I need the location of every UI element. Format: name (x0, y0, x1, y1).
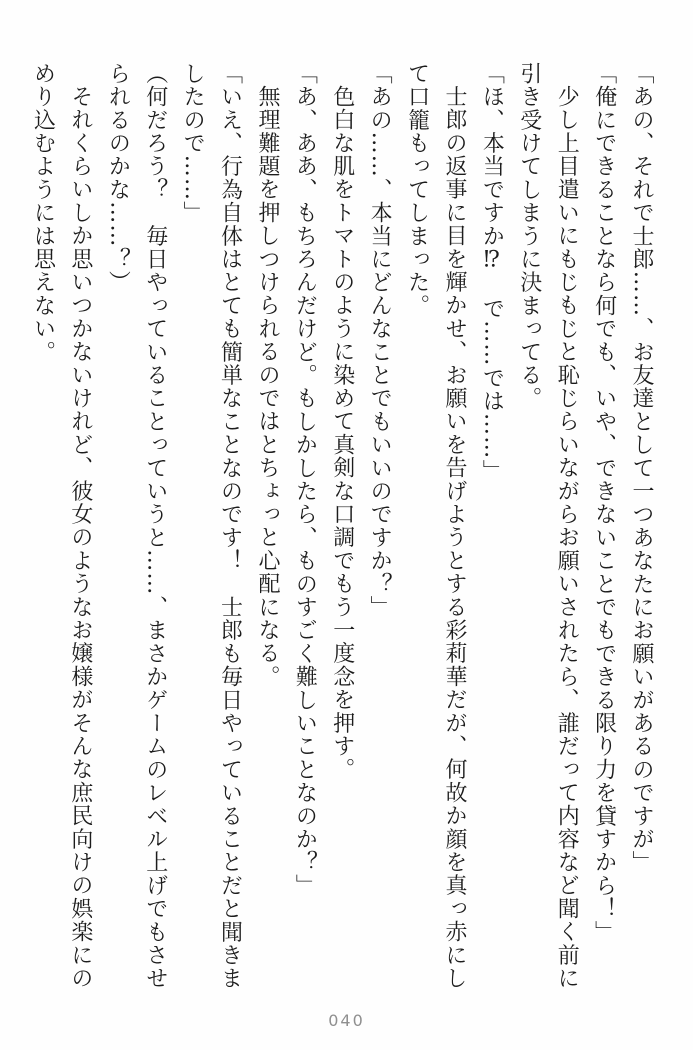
text-line: 「俺にできることなら何でも、いや、できないことでもできる限り力を貸すから！」 (591, 62, 617, 944)
text-block (24, 62, 660, 996)
text-line: 「あ、ああ、もちろんだけど。もしかしたら、ものすごく難しいことなのか？」 (292, 62, 318, 898)
text-line: 色白な肌をトマトのように染めて真剣な口調でもう一度念を押す。 (329, 85, 355, 782)
text-line: それくらいしか思いつかないけれど、彼女のようなお嬢様がそんな庶民向けの娯楽にの (67, 85, 93, 990)
text-line: 「ほ、本当ですか⁉ で……では……」 (479, 62, 505, 483)
text-line: 「あの、それで士郎……、お友達として一つあなたにお願いがあるのですが」 (629, 62, 654, 874)
text-line: 少し上目遣いにもじもじと恥じらいながらお願いされたら、誰だって内容など聞く前に (554, 85, 580, 990)
text-line: したので……」 (180, 62, 206, 225)
text-line: 無理難題を押しつけられるのではとちょっと心配になる。 (254, 85, 280, 689)
text-line: 士郎の返事に目を輝かせ、お願いを告げようとする彩莉華だが、何故か顔を真っ赤にし (441, 85, 467, 990)
text-line: 「あの……、本当にどんなことでもいいのですか？」 (367, 62, 393, 619)
text-line: 「いえ、行為自体はとても簡単なことなのです！ 士郎も毎日やっていることだと聞きま (217, 62, 243, 990)
page-number: 040 (328, 1011, 365, 1030)
text-line: られるのかな……？） (105, 62, 131, 294)
text-line: （何だろう？ 毎日やっていることっていうと……、まさかゲームのレベル上げでもさせ (142, 62, 168, 990)
text-line: めり込むようには思えない。 (30, 62, 56, 364)
text-line: て口籠もってしまった。 (404, 62, 430, 318)
text-line: 引き受けてしまうに決まってる。 (516, 62, 542, 410)
